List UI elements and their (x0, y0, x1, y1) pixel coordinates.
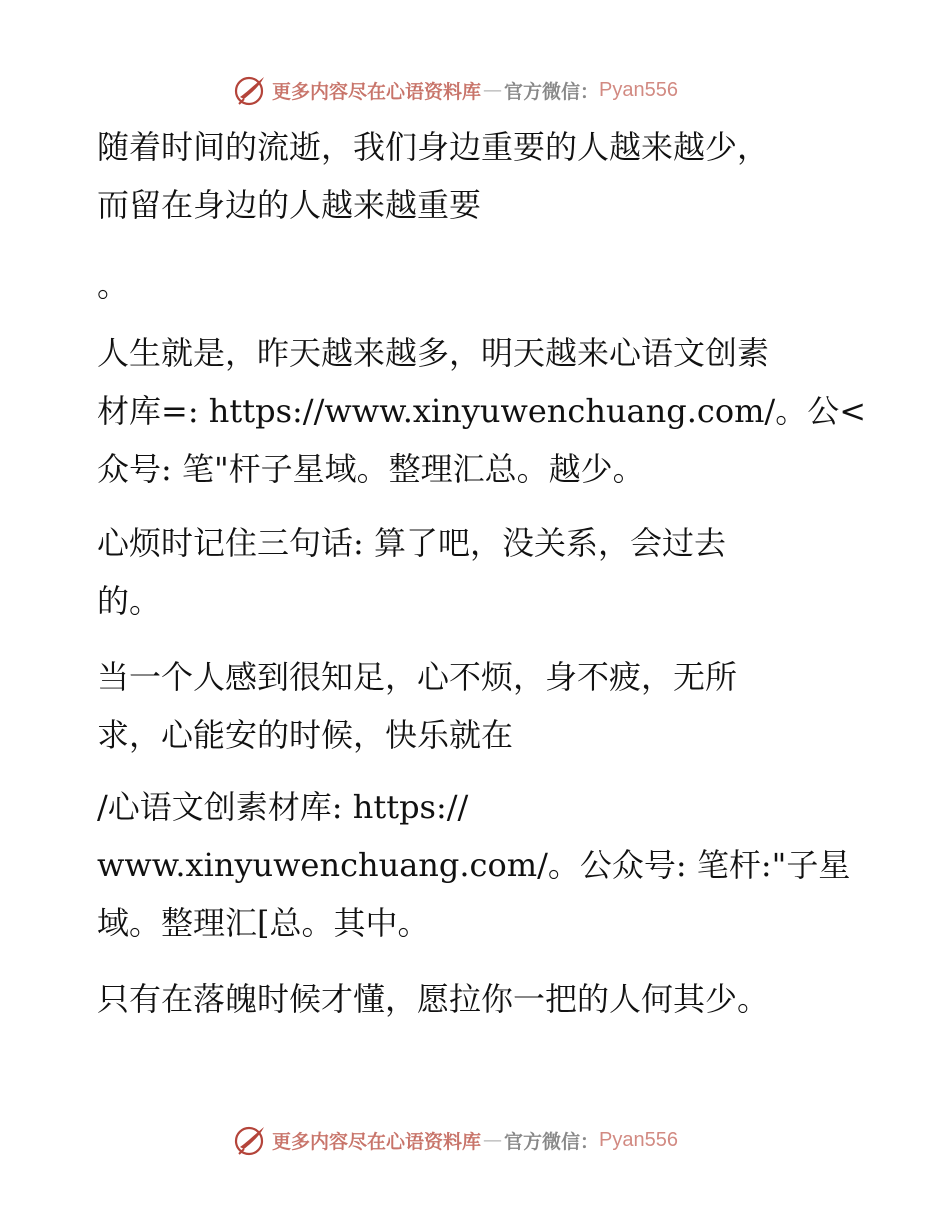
banner-dash: — (483, 79, 503, 101)
paragraph-5 (97, 648, 857, 764)
banner-label: 官方微信： (504, 1130, 600, 1153)
paragraph-line: /心语文创素材库: https:// (97, 788, 469, 826)
paragraph-line: 求，心能安的时候，快乐就在 (97, 716, 514, 754)
banner-wechat-id: Pyan556 (599, 78, 678, 101)
paragraph-3 (97, 324, 867, 498)
paragraph-2 (97, 256, 857, 314)
paragraph-6 (97, 778, 857, 952)
paragraph-line: 心烦时记住三句话: 算了吧，没关系，会过去 (97, 524, 726, 562)
banner-text: 更多内容尽在心语资料库 (272, 1130, 482, 1153)
paragraph-line: 随着时间的流逝，我们身边重要的人越来越少， (97, 128, 770, 166)
paragraph-4 (97, 514, 857, 630)
paragraph-line: 只有在落魄时候才懂，愿拉你一把的人何其少。 (97, 980, 770, 1018)
paragraph-line: 众号: 笔"杆子星域。整理汇总。越少。 (97, 450, 645, 488)
quill-pen-logo-icon (234, 73, 268, 107)
paragraph-1 (97, 118, 857, 234)
paragraph-line: 人生就是，昨天越来越多，明天越来心语文创素 (97, 334, 770, 372)
banner-label: 官方微信： (504, 80, 600, 103)
paragraph-line: 。 (97, 266, 130, 304)
paragraph-line: 材库=: https://www.xinyuwenchuang.com/。公< (97, 392, 867, 430)
paragraph-7 (97, 970, 857, 1028)
paragraph-line: 当一个人感到很知足，心不烦，身不疲，无所 (97, 658, 738, 696)
quill-pen-logo-icon (234, 1123, 268, 1157)
paragraph-line: 的。 (97, 582, 162, 620)
banner-wechat-id: Pyan556 (599, 1128, 678, 1151)
banner-dash: — (483, 1129, 503, 1151)
footer-banner (234, 1122, 678, 1158)
paragraph-line: 域。整理汇[总。其中。 (97, 904, 430, 942)
header-banner (234, 72, 678, 108)
paragraph-line: 而留在身边的人越来越重要 (97, 186, 482, 224)
paragraph-line: www.xinyuwenchuang.com/。公众号: 笔杆:"子星 (97, 846, 851, 884)
banner-text: 更多内容尽在心语资料库 (272, 80, 482, 103)
